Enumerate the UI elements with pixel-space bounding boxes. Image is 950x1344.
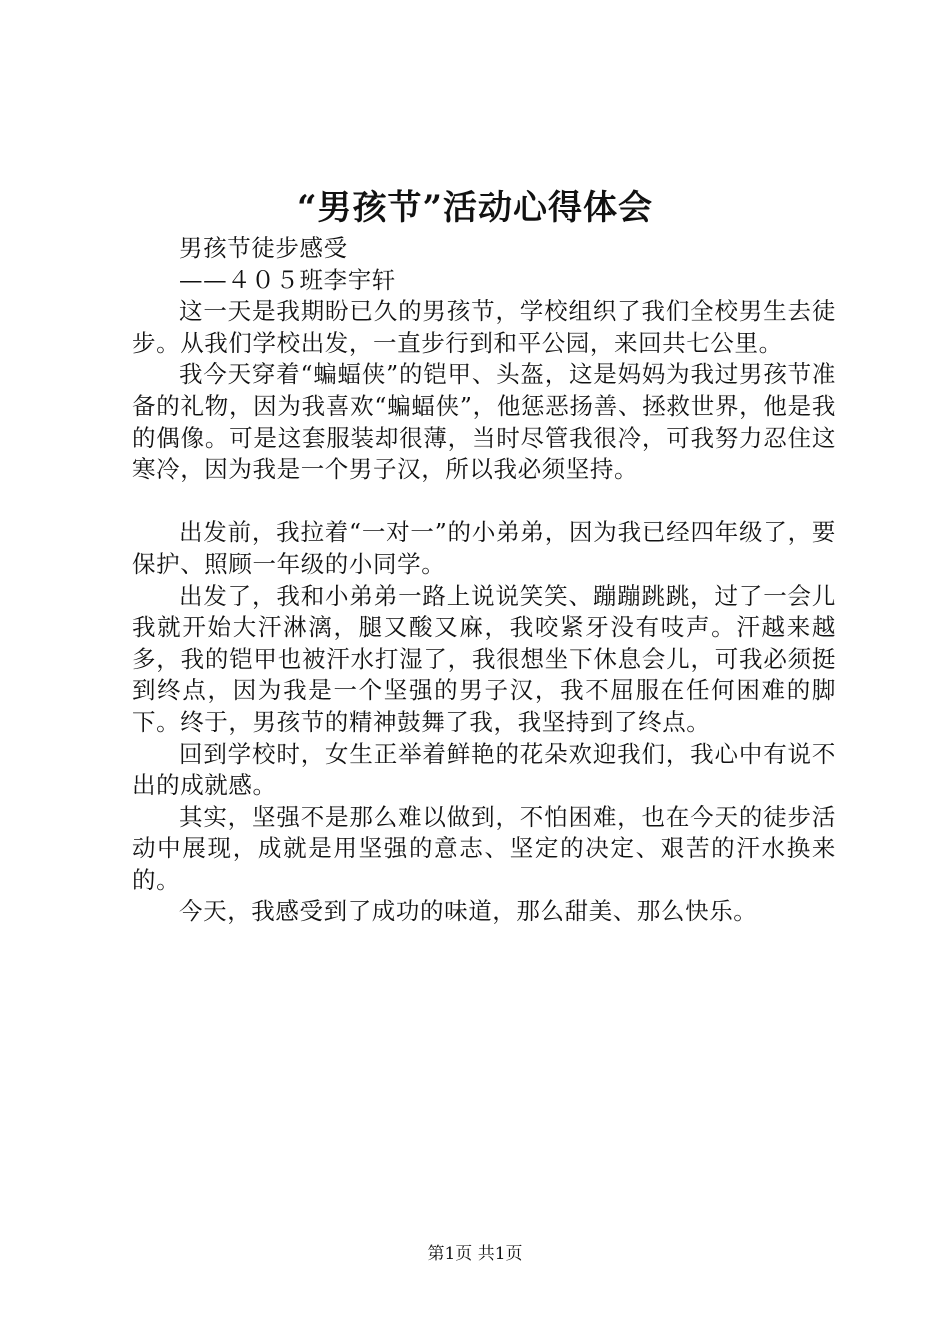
byline: ——４０５班李宇轩: [179, 265, 396, 294]
paragraph-5: 回到学校时，女生正举着鲜艳的花朵欢迎我们，我心中有说不出的成就感。: [132, 739, 836, 800]
document-body: [132, 233, 836, 928]
paragraph-1: 这一天是我期盼已久的男孩节，学校组织了我们全校男生去徒步。从我们学校出发，一直步行到和平公园，来回共七公里。: [132, 297, 836, 357]
paragraph-7: 今天，我感受到了成功的味道，那么甜美、那么快乐。: [179, 897, 758, 926]
paragraph-3: 出发前，我拉着“一对一”的小弟弟，因为我已经四年级了，要保护、照顾一年级的小同学。: [132, 518, 836, 578]
paragraph-4: 出发了，我和小弟弟一路上说说笑笑、蹦蹦跳跳，过了一会儿我就开始大汗淋漓，腿又酸又麻，我咬紧牙没有吱声。汗越来越多，我的铠甲也被汗水打湿了，我很想坐下休息会儿，可我必须挺到终点，因为我是一个坚强的男子汉，我不屈服在任何困难的脚下。终于，男孩节的精神鼓舞了我，我坚持到了终点。: [132, 581, 836, 736]
paragraph-6: 其实，坚强不是那么难以做到，不怕困难，也在今天的徒步活动中展现，成就是用坚强的意志、坚定的决定、艰苦的汗水换来的。: [132, 802, 836, 894]
subtitle: 男孩节徒步感受: [179, 234, 348, 262]
page-footer: 第1页 共1页: [427, 1244, 523, 1264]
page-title: “男孩节”活动心得体会: [296, 188, 654, 228]
paragraph-2: 我今天穿着“蝙蝠侠”的铠甲、头盔，这是妈妈为我过男孩节准备的礼物，因为我喜欢“蝙蝠侠”，他惩恶扬善、拯救世界，他是我的偶像。可是这套服装却很薄，当时尽管我很冷，可我努力忍住这寒冷，因为我是一个男子汉，所以我必须坚持。: [132, 360, 836, 484]
